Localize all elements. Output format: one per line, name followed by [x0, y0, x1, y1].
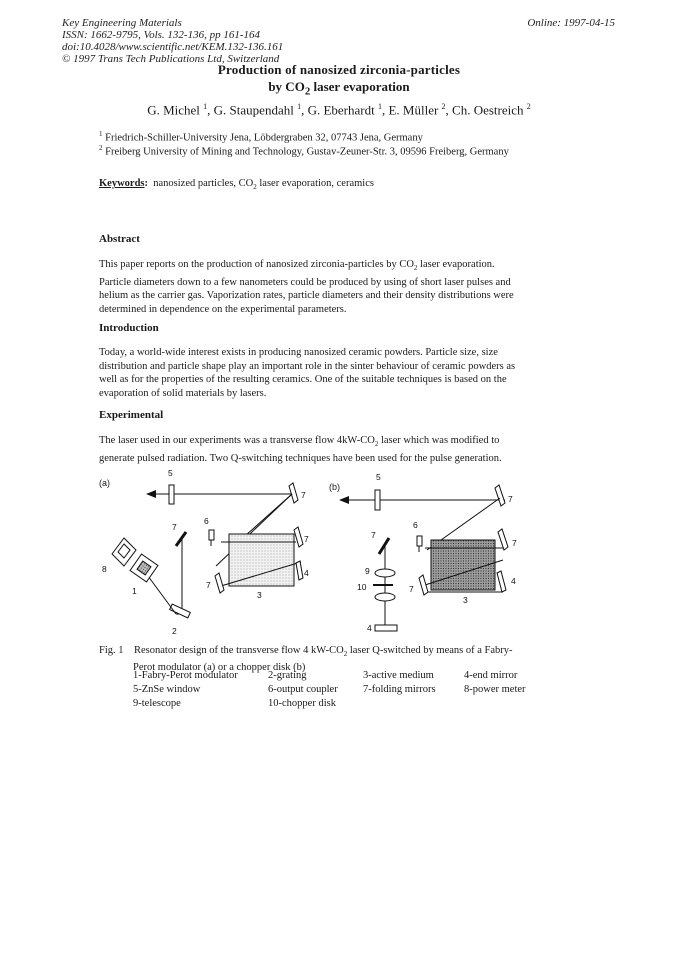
abstract-body: This paper reports on the production of nanosized zirconia-particles by $CO_2$ laser evaporation. Particle diameters down to a few nanometers could be produced by using of short laser pulses and helium as the carrier gas. Vaporization rates, particle diameters and their density distributions were determined in dependence on the experimental parameters. [99, 259, 514, 315]
journal-header [62, 17, 283, 65]
copyright-line: © 1997 Trans Tech Publications Ltd, Switzerland [62, 53, 280, 65]
resonator-diagram-a [96, 466, 336, 636]
legend-9: 9-telescope [133, 698, 181, 709]
legend-4: 4-end mirror [464, 670, 518, 681]
experimental-heading: Experimental [99, 409, 164, 421]
label-4-bottom: 4 [367, 623, 372, 633]
abstract-heading: Abstract [99, 233, 140, 245]
label-7-folding: 7 [371, 530, 376, 540]
legend-1: 1-Fabry-Perot modulator [133, 670, 238, 681]
doi-line[interactable]: doi:10.4028/www.scientific.net/KEM.132-136.161 [62, 41, 284, 53]
resonator-diagram-b [335, 470, 535, 635]
label-9: 9 [365, 566, 370, 576]
label-7-right: 7 [512, 538, 517, 548]
label-4: 4 [511, 576, 516, 586]
legend-7: 7-folding mirrors [363, 684, 436, 695]
panel-a-label: (a) [99, 478, 110, 488]
legend-6: 6-output coupler [268, 684, 338, 695]
label-10: 10 [357, 582, 367, 592]
panel-b-label: (b) [329, 482, 340, 492]
legend-8: 8-power meter [464, 684, 526, 695]
label-1: 1 [132, 586, 137, 596]
label-7-right: 7 [304, 534, 309, 544]
label-5: 5 [376, 472, 381, 482]
label-7-folding: 7 [172, 522, 177, 532]
legend-2: 2-grating [268, 670, 307, 681]
legend-5: 5-ZnSe window [133, 684, 201, 695]
paper-title-line1: Production of nanosized zirconia-particles [217, 62, 461, 77]
label-7-bottom: 7 [206, 580, 211, 590]
introduction-heading: Introduction [99, 322, 159, 334]
label-3: 3 [463, 595, 468, 605]
label-6: 6 [204, 516, 209, 526]
label-4: 4 [304, 568, 309, 578]
author-list: G. Michel $^1$, G. Staupendahl $^1$, G. Eberhardt $^1$, E. Müller $^2$, Ch. Oestreich $^2$ [147, 102, 531, 118]
label-7-bottom: 7 [409, 584, 414, 594]
label-7-top: 7 [301, 490, 306, 500]
label-6: 6 [413, 520, 418, 530]
affiliation-1: $^1$ Friedrich-Schiller-University Jena, Löbdergraben 32, 07743 Jena, Germany [99, 130, 423, 144]
legend-10: 10-chopper disk [268, 698, 336, 709]
label-5: 5 [168, 468, 173, 478]
paper-title-line2: by $CO_2$ laser evaporation [268, 79, 410, 98]
introduction-body: Today, a world-wide interest exists in producing nanosized ceramic powders. Particle size, size distribution and particle shape play an important role in the sinter behaviour of ceramic powders as well as for the properties of the resulting ceramics. One of the suitable techniques is based on the evaporation of solid materials by lasers. [99, 347, 516, 399]
label-8: 8 [102, 564, 107, 574]
experimental-body: The laser used in our experiments was a transverse flow $4kW-CO_2$ laser which was modified to generate pulsed radiation. Two Q-switching techniques have been used for the pulse generation. [99, 435, 502, 464]
journal-name: Key Engineering Materials [62, 17, 182, 29]
figure-caption: Fig. 1 Resonator design of the transverse flow 4 $kW-CO_2$ laser Q-switched by means of a Fabry- Perot modulator (a) or a chopper disk (b) [99, 645, 513, 674]
label-2: 2 [172, 626, 177, 636]
label-3: 3 [257, 590, 262, 600]
issn-line: ISSN: 1662-9795, Vols. 132-136, pp 161-164 [62, 29, 260, 41]
label-7-top: 7 [508, 494, 513, 504]
affiliation-2: $^2$ Freiberg University of Mining and Technology, Gustav-Zeuner-Str. 3, 09596 Freiberg, Germany [99, 144, 509, 158]
online-date: Online: 1997-04-15 [527, 17, 615, 29]
keywords: Keywords: nanosized particles, $CO_2$ laser evaporation, ceramics [99, 178, 374, 192]
legend-3: 3-active medium [363, 670, 434, 681]
